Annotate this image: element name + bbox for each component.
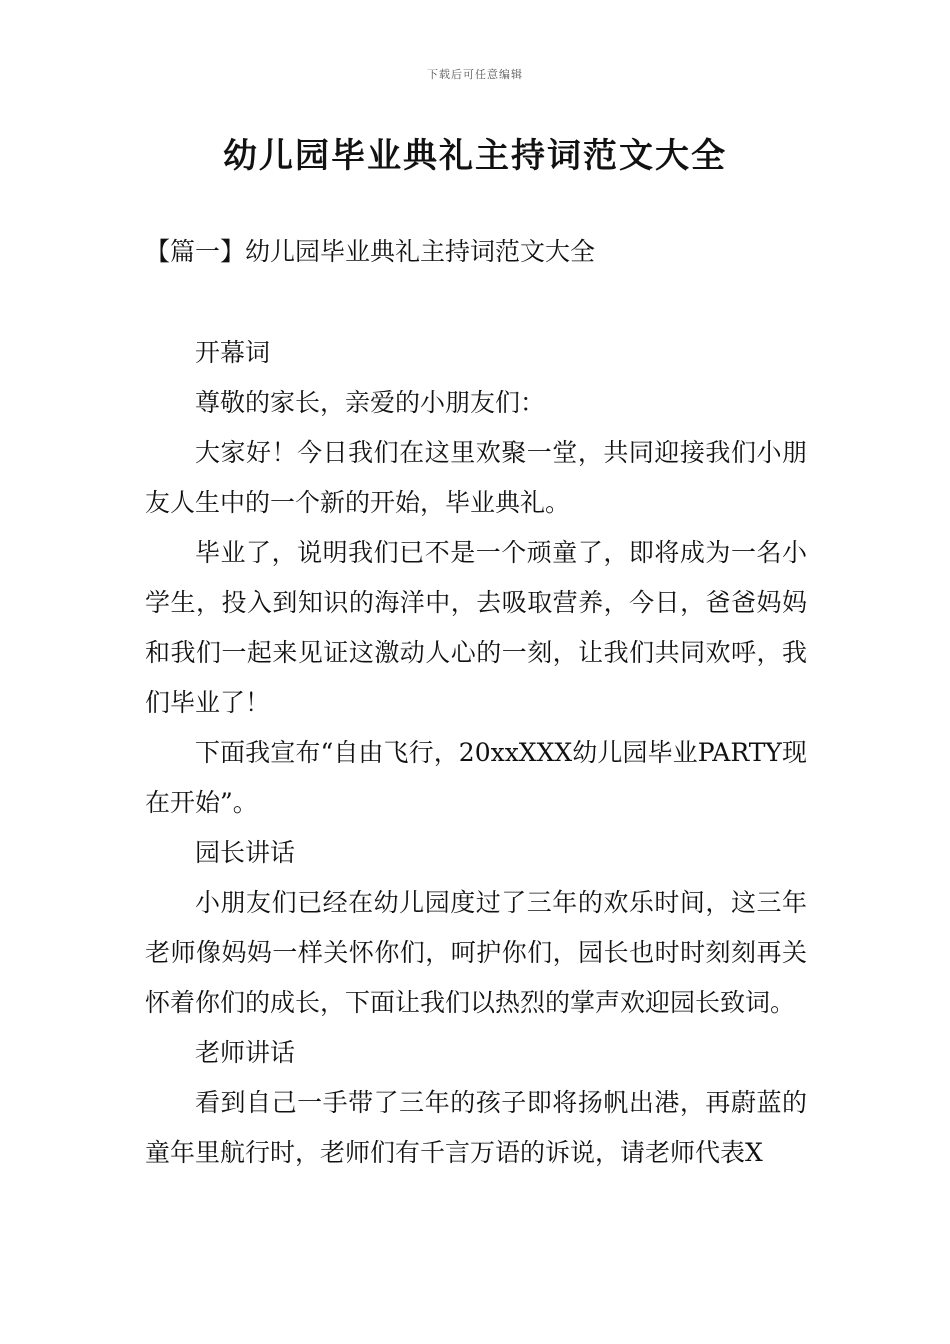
section-heading: 【篇一】幼儿园毕业典礼主持词范文大全 — [145, 237, 596, 266]
paragraph: 看到自己一手带了三年的孩子即将扬帆出港，再蔚蓝的童年里航行时，老师们有千言万语的诉说，请老师代表X — [145, 1088, 807, 1167]
paragraph: 老师讲话 — [195, 1038, 296, 1067]
paragraph: 小朋友们已经在幼儿园度过了三年的欢乐时间，这三年老师像妈妈一样关怀你们，呵护你们，园长也时时刻刻再关怀着你们的成长，下面让我们以热烈的掌声欢迎园长致词。 — [145, 888, 807, 1017]
paragraph: 园长讲话 — [195, 838, 296, 867]
paragraph: 大家好！今日我们在这里欢聚一堂，共同迎接我们小朋友人生中的一个新的开始，毕业典礼。 — [145, 438, 807, 517]
document-body — [145, 328, 807, 1178]
header-note: 下载后可任意编辑 — [427, 68, 523, 81]
paragraph: 开幕词 — [195, 338, 271, 367]
paragraph: 下面我宣布“自由飞行，20xxXXX幼儿园毕业PARTY现在开始”。 — [145, 738, 807, 817]
paragraph: 尊敬的家长，亲爱的小朋友们： — [195, 388, 546, 417]
document-title: 幼儿园毕业典礼主持词范文大全 — [223, 136, 727, 176]
paragraph: 毕业了，说明我们已不是一个顽童了，即将成为一名小学生，投入到知识的海洋中，去吸取营养，今日，爸爸妈妈和我们一起来见证这激动人心的一刻，让我们共同欢呼，我们毕业了！ — [145, 538, 807, 717]
